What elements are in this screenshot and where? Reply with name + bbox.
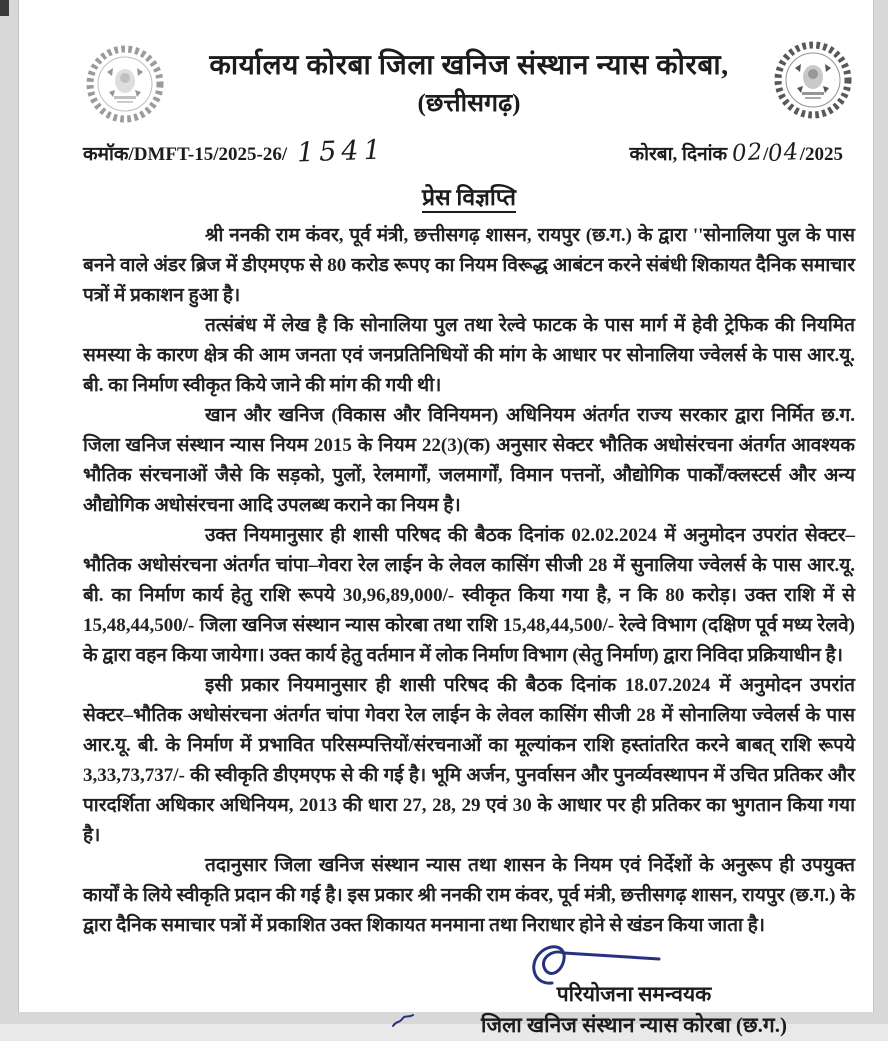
date-day-handwritten: 02 — [731, 138, 765, 168]
date-separator: / — [763, 144, 769, 165]
signatory-organization-text: जिला खनिज संस्थान न्यास कोरबा (छ.ग.) — [481, 1013, 787, 1037]
reference-date-row — [83, 136, 855, 167]
signature-block — [419, 939, 849, 1041]
date-month-handwritten: 04 — [767, 138, 801, 168]
paragraph-6: तदानुसार जिला खनिज संस्थान न्यास तथा शासन के नियम एवं निर्देशों के अनुरूप ही उपयुक्त कार्यों के लिये स्वीकृति प्रदान की गई है। इस प्रकार श्री ननकी राम कंवर, पूर्व मंत्री, छत्तीसगढ़ शासन, रायपुर (छ.ग.) के द्वारा दैनिक समाचार पत्रों में प्रकाशित उक्त शिकायत मनमाना तथा निराधार होने से खंडन किया जाता है। — [83, 855, 855, 936]
ref-number-handwritten: 1541 — [296, 134, 387, 169]
state-line: (छत्तीसगढ़) — [417, 90, 521, 117]
paragraph-1: श्री ननकी राम कंवर, पूर्व मंत्री, छत्तीसगढ़ शासन, रायपुर (छ.ग.) के द्वारा ''सोनालिया पुल के पास बनने वाले अंडर ब्रिज में डीएमएफ से 80 करोड रूपए का नियम विरूद्ध आबंटन करने संबंधी शिकायत दैनिक समाचार पत्रों में प्रकाशन हुआ है। — [83, 225, 855, 306]
place-date-label: कोरबा, दिनांक — [629, 144, 728, 165]
office-heading — [167, 34, 771, 119]
paragraph-2: तत्संबंध में लेख है कि सोनालिया पुल तथा रेल्वे फाटक के पास मार्ग में हेवी ट्रेफिक की नियमित समस्या के कारण क्षेत्र की आम जनता एवं जनप्रतिनिधियों की मांग के आधार पर सोनालिया ज्वेलर्स के पास आर.यू. बी. का निर्माण स्वीकृत किये जाने की मांग की गयी थी। — [83, 315, 855, 396]
ref-label: कमॉक/DMFT-15/2025-26/ — [83, 144, 288, 165]
title-row — [83, 180, 855, 212]
date-year: /2025 — [799, 144, 843, 165]
office-title: कार्यालय कोरबा जिला खनिज संस्थान न्यास कोरबा, — [209, 50, 729, 81]
letterhead — [83, 34, 855, 132]
place-and-date — [630, 140, 856, 166]
signatory-designation: परियोजना समन्वयक — [556, 982, 712, 1006]
press-release-title: प्रेस विज्ञप्ति — [422, 185, 516, 213]
paragraph-4: उक्त नियमानुसार ही शासी परिषद की बैठक दिनांक 02.02.2024 में अनुमोदन उपरांत सेक्टर–भौतिक अधोसंरचना अंतर्गत चांपा–गेवरा रेल लाईन के लेवल कासिंग सीजी 28 में सुनालिया ज्वेलर्स के पास आर.यू. बी. का निर्माण कार्य हेतु राशि रूपये 30,96,89,000/- स्वीकृत किया गया है, न कि 80 करोड़। उक्त राशि में से 15,48,44,500/- जिला खनिज संस्थान न्यास कोरबा तथा राशि 15,48,44,500/- रेल्वे विभाग (दक्षिण पूर्व मध्य रेलवे) के द्वारा वहन किया जायेगा। उक्त कार्य हेतु वर्तमान में लोक निर्माण विभाग (सेतु निर्माण) द्वारा निविदा प्रक्रियाधीन है। — [83, 525, 855, 666]
letter-page — [18, 0, 874, 1037]
government-seal-icon — [83, 40, 167, 132]
paragraph-3: खान और खनिज (विकास और विनियमन) अधिनियम अंतर्गत राज्य सरकार द्वारा निर्मित छ.ग. जिला खनिज संस्थान न्यास नियम 2015 के नियम 22(3)(क) अनुसार सेक्टर भौतिक अधोसंरचना अंतर्गत आवश्यक भौतिक संरचनाओं जैसे कि सड़को, पुलों, रेलमार्गों, जलमार्गों, विमान पत्तनों, औद्योगिक पार्कों/क्लस्टर्स और अन्य औद्योगिक अधोसंरचना आदि उपलब्ध कराने का नियम है। — [83, 405, 855, 516]
pen-tick-icon — [391, 1012, 417, 1030]
reference-number — [83, 136, 386, 167]
letter-body — [83, 221, 855, 941]
paragraph-5: इसी प्रकार नियमानुसार ही शासी परिषद की बैठक दिनांक 18.07.2024 में अनुमोदन उपरांत सेक्टर–भौतिक अधोसंरचना अंतर्गत चांपा गेवरा रेल लाईन के लेवल कासिंग सीजी 28 में सोनालिया ज्वेलर्स के पास आर.यू. बी. के निर्माण में प्रभावित परिसम्पत्तियों/संरचनाओं का मूल्यांकन राशि हस्तांतरित करने बाबत् राशि रूपये 3,33,73,737/- की स्वीकृति डीएमएफ से की गई है। भूमि अर्जन, पुनर्वासन और पुनर्व्यवस्थापन में उचित प्रतिकर और पारदर्शिता अधिकार अधिनियम, 2013 की धारा 27, 28, 29 एवं 30 के आधार पर ही प्रतिकर का भुगतान किया गया है। — [83, 675, 855, 846]
signatory-organization — [419, 1010, 849, 1041]
government-seal-icon — [771, 36, 855, 128]
